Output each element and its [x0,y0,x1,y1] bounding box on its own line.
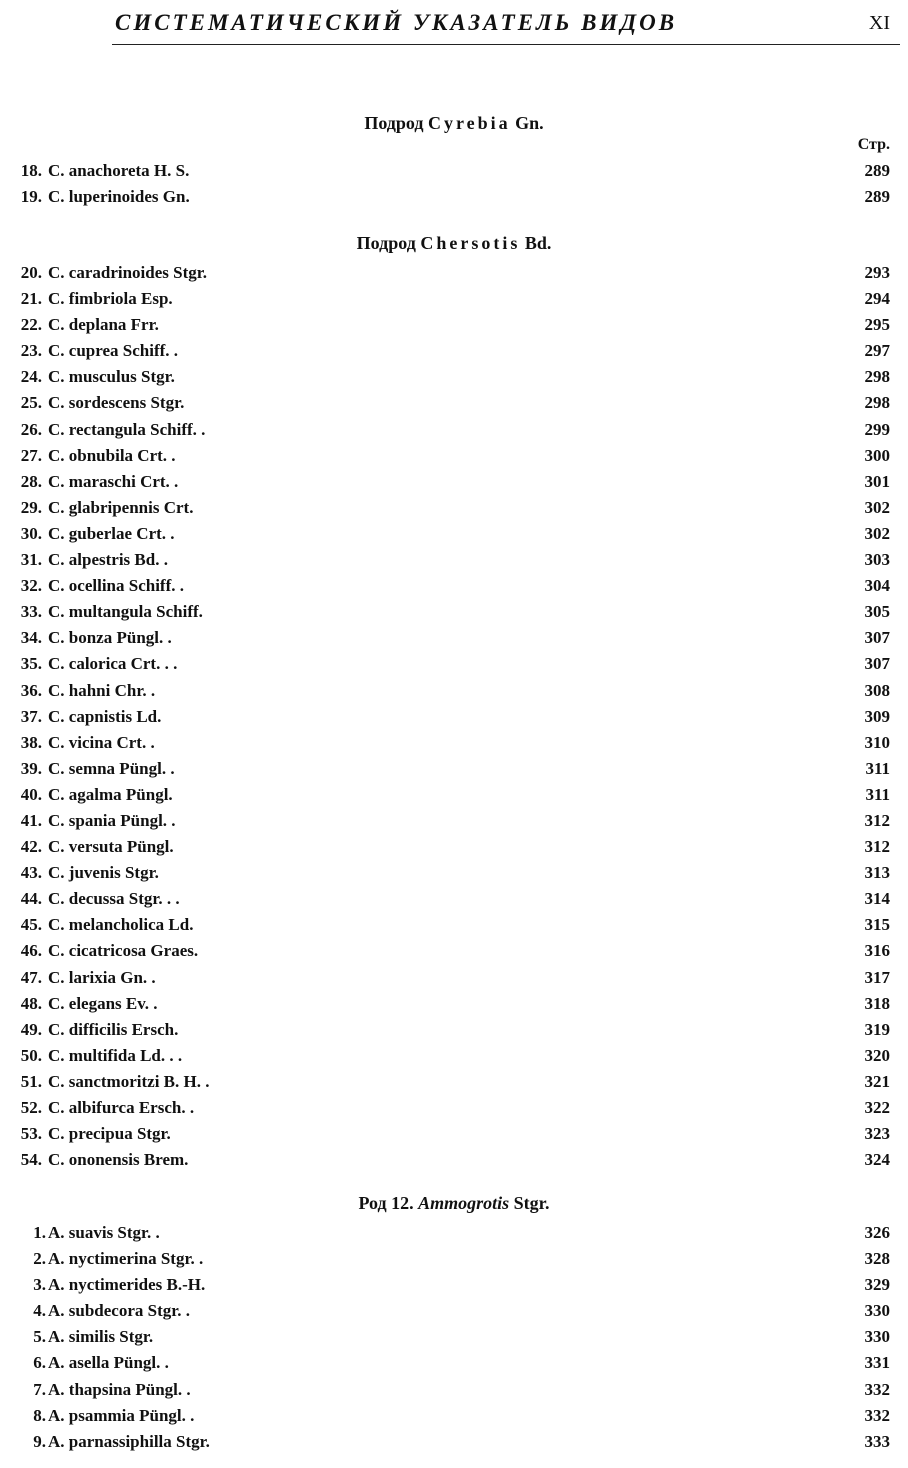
page-ref: 326 [864,1223,890,1242]
index-entry [0,834,908,860]
entry-number: 37. [20,706,42,726]
index-entry [0,625,908,651]
entry-number: 39. [20,758,42,778]
index-entry [0,1147,908,1173]
section-chersotis [0,230,908,1173]
species-name: A. parnassiphilla Stgr. [48,1431,210,1451]
species-name: C. multifida Ld. . . [48,1045,183,1065]
entry-number: 4. [33,1301,46,1321]
species-name: C. maraschi Crt. . [48,471,179,491]
section-genus: Ammogrotis [418,1193,510,1213]
entry-number: 30. [20,523,42,543]
page-ref: 301 [864,471,890,491]
entry-number: 20. [20,263,42,282]
page-ref: 298 [864,393,890,413]
page-ref: 333 [864,1431,890,1451]
page-column-label: Стр. [857,136,890,153]
page-ref: 289 [864,161,890,180]
species-name: C. multangula Schiff. [48,602,203,622]
entry-number: 6. [33,1353,46,1373]
page-ref: 308 [864,680,890,700]
index-entry [0,495,908,521]
species-name: C. fimbriola Esp. [48,289,173,309]
page-ref: 310 [864,732,890,752]
page-ref: 305 [864,602,890,622]
index-entry [0,1429,908,1455]
page-ref: 329 [864,1275,890,1295]
index-entry [0,912,908,938]
page-ref: 330 [864,1327,890,1347]
entry-number: 47. [20,967,42,987]
section-cyrebia [0,110,908,210]
entry-number: 21. [20,289,42,309]
page-ref: 319 [864,1019,890,1039]
page-ref: 299 [864,419,890,439]
section-heading [0,230,908,256]
entry-number: 27. [20,445,42,465]
index-entry [0,730,908,756]
page-ref: 322 [864,1098,890,1117]
running-head [0,0,908,48]
species-name: C. decussa Stgr. . . [48,889,180,909]
index-entry [0,678,908,704]
species-name: C. caradrinoides Stgr. [48,263,207,282]
entry-number: 44. [20,889,42,909]
entry-number: 3. [33,1275,46,1295]
page-ref: 307 [864,628,890,648]
entry-number: 9. [33,1431,46,1451]
species-name: C. sordescens Stgr. [48,393,185,413]
page-ref: 332 [864,1379,890,1399]
page-ref: 317 [864,967,890,987]
species-name: C. capnistis Ld. [48,706,162,726]
entry-number: 49. [20,1019,42,1039]
species-name: C. difficilis Ersch. [48,1019,179,1039]
species-name: C. luperinoides Gn. [48,187,190,207]
page-ref: 312 [864,837,890,857]
entry-number: 46. [20,941,42,961]
entry-number: 32. [20,576,42,596]
species-name: C. sanctmoritzi B. H. . [48,1071,210,1091]
page-ref: 323 [864,1124,890,1144]
section-genus: Chersotis [420,233,521,253]
entry-number: 22. [20,315,42,335]
page-ref: 294 [864,289,890,309]
page-ref: 302 [864,497,890,517]
entry-number: 24. [20,367,42,387]
section-author: Stgr. [513,1193,550,1213]
index-entry [0,991,908,1017]
page-ref: 311 [865,758,890,778]
page-ref: 298 [864,367,890,387]
species-name: C. glabripennis Crt. [48,497,194,517]
entry-number: 53. [20,1124,42,1144]
species-name: C. ononensis Brem. [48,1150,189,1170]
section-ammogrotis [0,1190,908,1455]
index-entry [0,443,908,469]
page-ref: 295 [864,315,890,335]
species-name: C. larixia Gn. . [48,967,156,987]
index-entry [0,184,908,210]
index-entry [0,469,908,495]
entry-number: 28. [20,471,42,491]
index-entry [0,1121,908,1147]
species-name: A. thapsina Püngl. . [48,1379,191,1399]
species-name: A. psammia Püngl. . [48,1405,195,1425]
species-name: C. spania Püngl. . [48,810,176,830]
entry-number: 40. [20,784,42,804]
section-prefix: Род 12. [358,1193,414,1213]
species-name: C. musculus Stgr. [48,367,175,387]
index-entry [0,1403,908,1429]
species-name: C. rectangula Schiff. . [48,419,206,439]
entry-number: 25. [20,393,42,413]
index-entry [0,1220,908,1246]
page-ref: 330 [864,1301,890,1321]
entry-number: 31. [20,550,42,570]
index-entry [0,860,908,886]
index-entry [0,547,908,573]
index-entry [0,1298,908,1324]
index-entry [0,1272,908,1298]
page-ref: 303 [864,550,890,570]
species-name: A. similis Stgr. [48,1327,154,1347]
species-name: A. suavis Stgr. . [48,1223,160,1242]
species-name: C. melancholica Ld. [48,915,194,935]
entry-number: 48. [20,993,42,1013]
page-ref: 328 [864,1249,890,1269]
entry-number: 23. [20,341,42,361]
index-entry [0,938,908,964]
page-ref: 307 [864,654,890,674]
entry-number: 54. [20,1150,42,1170]
index-entry [0,1017,908,1043]
page-ref: 320 [864,1045,890,1065]
species-name: C. alpestris Bd. . [48,550,168,570]
index-entry [0,573,908,599]
species-name: C. agalma Püngl. [48,784,173,804]
page-ref: 312 [864,810,890,830]
page-ref: 332 [864,1405,890,1425]
index-entry [0,1069,908,1095]
species-name: C. vicina Crt. . [48,732,155,752]
page-ref: 321 [864,1071,890,1091]
species-name: C. semna Püngl. . [48,758,175,778]
entry-number: 50. [20,1045,42,1065]
page-ref: 302 [864,523,890,543]
page-ref: 311 [865,784,890,804]
index-entry [0,1043,908,1069]
entry-number: 19. [20,187,42,207]
entry-number: 36. [20,680,42,700]
index-entry [0,1246,908,1272]
entry-number: 2. [33,1249,46,1269]
page-ref: 318 [864,993,890,1013]
index-entry [0,364,908,390]
page-number: XI [868,12,890,34]
page-ref: 304 [864,576,890,596]
entry-number: 34. [20,628,42,648]
section-prefix: Подрод [356,233,416,253]
entry-number: 29. [20,497,42,517]
section-author: Bd. [524,233,552,253]
index-entry [0,521,908,547]
species-name: C. juvenis Stgr. [48,863,159,883]
index-entry [0,1324,908,1350]
index-entry [0,338,908,364]
species-name: C. obnubila Crt. . [48,445,176,465]
species-name: C. anachoreta H. S. [48,161,190,180]
index-entry [0,651,908,677]
entry-number: 42. [20,837,42,857]
page-ref: 314 [864,889,890,909]
entry-number: 41. [20,810,42,830]
page-ref: 289 [864,187,890,207]
index-entry [0,1095,908,1121]
entry-number: 33. [20,602,42,622]
species-name: C. versuta Püngl. [48,837,174,857]
species-name: A. nyctimerina Stgr. . [48,1249,204,1269]
index-entry [0,1350,908,1376]
entry-number: 52. [20,1098,42,1117]
page-ref: 313 [864,863,890,883]
page-ref: 331 [864,1353,890,1373]
index-entry [0,390,908,416]
entry-list [0,260,908,1173]
section-genus: Cyrebia [428,113,511,133]
species-name: C. cuprea Schiff. . [48,341,179,361]
species-name: C. calorica Crt. . . [48,654,178,674]
page-ref: 297 [864,341,890,361]
page-ref: 315 [864,915,890,935]
index-entry [0,886,908,912]
header-rule [112,44,900,45]
species-name: C. deplana Frr. [48,315,159,335]
section-prefix: Подрод [364,113,424,133]
page-ref: 324 [864,1150,890,1170]
page-ref: 316 [864,941,890,961]
index-entry [0,286,908,312]
index-entry [0,260,908,286]
index-entry [0,808,908,834]
species-name: C. elegans Ev. . [48,993,158,1013]
section-heading [0,1190,908,1216]
entry-number: 18. [20,161,42,180]
index-entry [0,756,908,782]
species-name: C. hahni Chr. . [48,680,156,700]
running-title: СИСТЕМАТИЧЕСКИЙ УКАЗАТЕЛЬ ВИДОВ [115,10,678,35]
species-name: C. cicatricosa Graes. [48,941,199,961]
entry-number: 5. [33,1327,46,1347]
index-entry [0,1377,908,1403]
entry-number: 35. [20,654,42,674]
species-name: A. asella Püngl. . [48,1353,169,1373]
entry-number: 26. [20,419,42,439]
species-name: C. precipua Stgr. [48,1124,171,1144]
species-name: C. ocellina Schiff. . [48,576,184,596]
index-entry [0,599,908,625]
index-entry [0,312,908,338]
entry-number: 43. [20,863,42,883]
entry-number: 45. [20,915,42,935]
index-entry [0,417,908,443]
species-name: C. bonza Püngl. . [48,628,172,648]
section-heading [0,110,908,136]
species-name: C. albifurca Ersch. . [48,1098,195,1117]
page-ref: 300 [864,445,890,465]
entry-number: 7. [33,1379,46,1399]
entry-number: 8. [33,1405,46,1425]
index-entry [0,782,908,808]
entry-number: 1. [33,1223,46,1242]
species-name: A. nyctimerides B.-H. [48,1275,206,1295]
entry-list [0,158,908,210]
entry-list [0,1220,908,1455]
section-author: Gn. [515,113,544,133]
entry-number: 51. [20,1071,42,1091]
index-entry [0,158,908,184]
index-entry [0,704,908,730]
index-entry [0,965,908,991]
page-ref: 293 [864,263,890,282]
entry-number: 38. [20,732,42,752]
page-ref: 309 [864,706,890,726]
species-name: C. guberlae Crt. . [48,523,175,543]
species-name: A. subdecora Stgr. . [48,1301,190,1321]
